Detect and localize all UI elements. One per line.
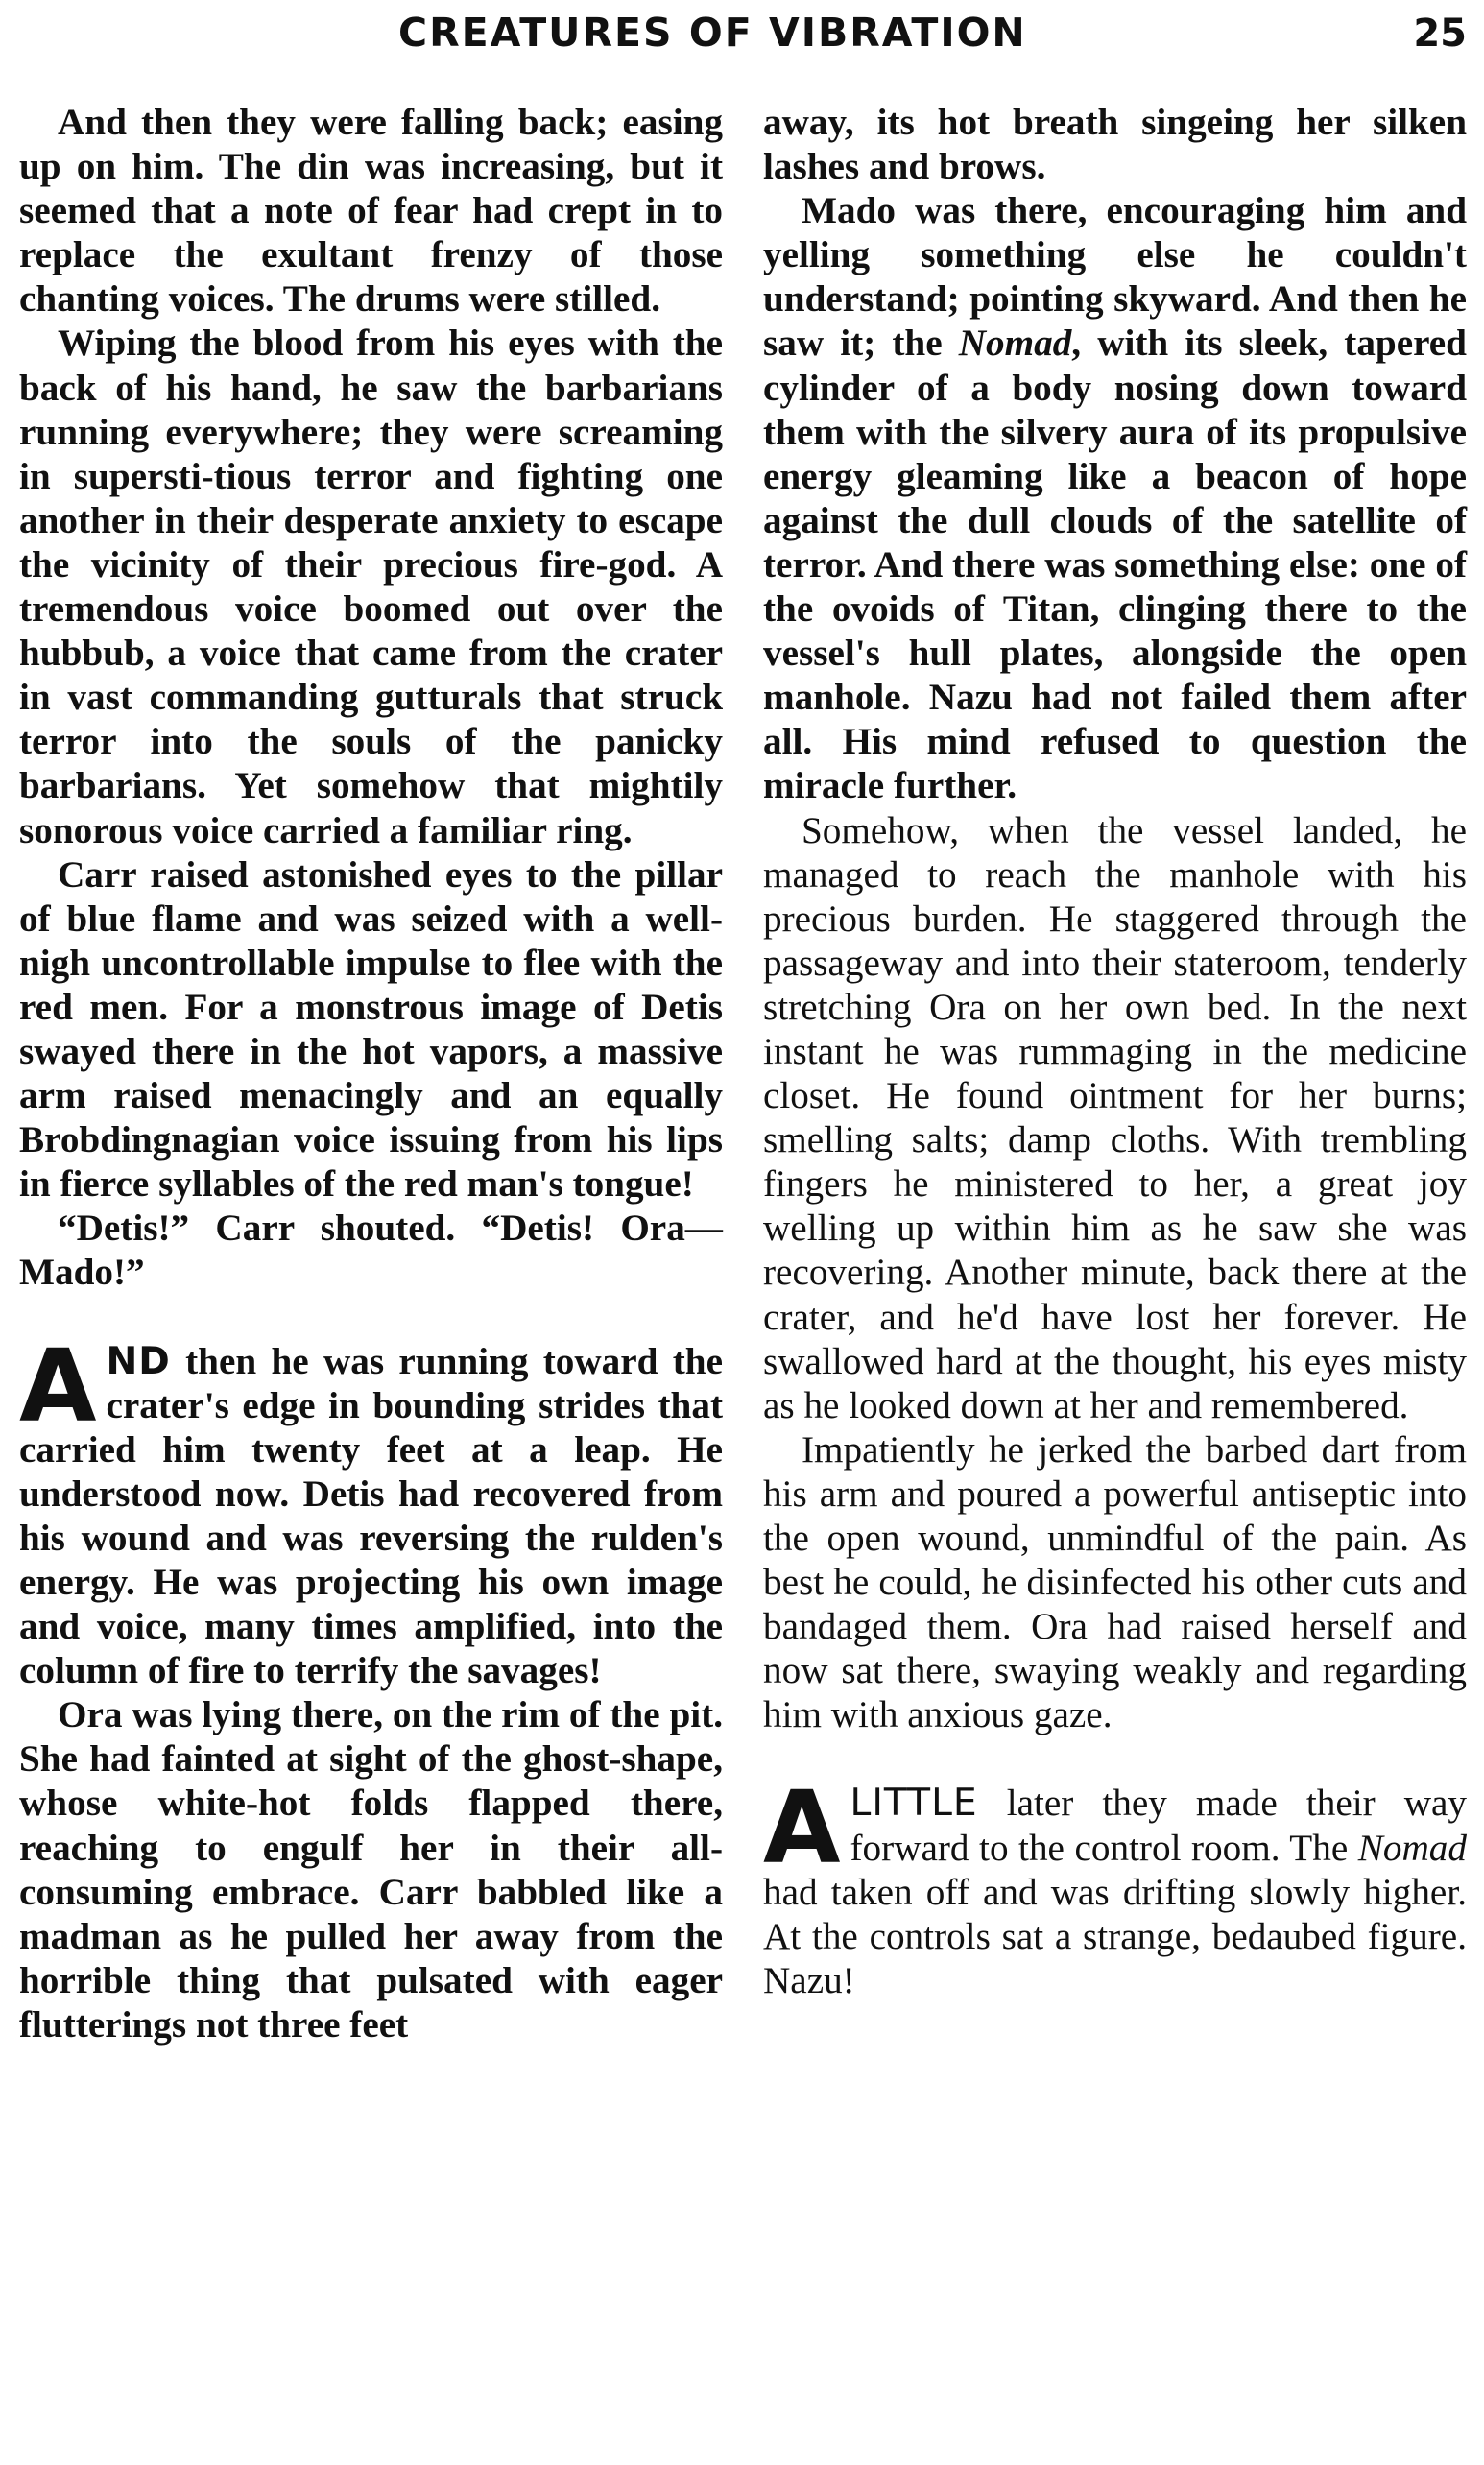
ship-name: Nomad xyxy=(1357,1827,1467,1869)
paragraph-text: , with its sleek, tapered cylinder of a body nosing down toward them with the silvery aura of its propulsive energy gleaming like a beacon of hope against the dull clouds of the satellite of terror. And there was something else: one of the ovoids of Titan, clinging there to the vessel's hull plates, alongside the open manhole. Nazu had not failed them after all. His mind refused to question the miracle further. xyxy=(763,323,1467,807)
section-break xyxy=(763,1737,1467,1782)
left-column xyxy=(19,101,723,2047)
paragraph-falling-back: And then they were falling back; easing up on him. The din was increasing, but it seemed that a note of fear had crept in to replace the exultant frenzy of those chanting voices. The drums were stilled. xyxy=(19,102,723,321)
paragraph-hot-breath: away, its hot breath singeing her silken lashes and brows. xyxy=(763,102,1467,188)
section-break xyxy=(19,1296,723,1340)
drop-cap: A xyxy=(19,1327,97,1445)
paragraph-detis-shout: “Detis!” Carr shouted. “Detis! Ora—Mado!” xyxy=(19,1208,723,1294)
paragraph-text: Mado was there, encouraging him and yelling something else he couldn't understand; pointing skyward. And then he saw it; the xyxy=(763,190,1467,365)
ship-name: Nomad xyxy=(958,323,1072,365)
paragraph-text: had taken off and was drifting slowly higher. At the controls sat a strange, bedaubed figure. Nazu! xyxy=(763,1871,1467,2001)
paragraph-text: later they made their way forward to the control room. The xyxy=(850,1783,1467,1869)
paragraph-wiping-blood: Wiping the blood from his eyes with the back of his hand, he saw the barbarians running everywhere; they were screaming in supersti-tious terror and fighting one another in their desperate anxiety to escape the vicinity of their precious fire-god. A tremendous voice boomed out over the hubbub, a voice that came from the crater in vast commanding gutturals that struck terror into the souls of the panicky barbarians. Yet somehow that mightily sonorous voice carried a familiar ring. xyxy=(19,323,723,851)
page-header xyxy=(0,10,1484,67)
running-title: CREATURES OF VIBRATION xyxy=(398,10,1027,56)
lead-in: ND xyxy=(106,1339,171,1383)
page-number: 25 xyxy=(1413,12,1467,56)
paragraph-mado-there xyxy=(763,189,1467,808)
paragraph-barbed-dart: Impatiently he jerked the barbed dart from his arm and poured a powerful antiseptic into the open wound, unmindful of the pain. As best he could, he disinfected his other cuts and bandaged them. Ora had raised herself and now sat there, swaying weakly and regarding him with anxious gaze. xyxy=(763,1428,1467,1736)
paragraph-text: then he was running toward the crater's edge in bounding strides that carried him twenty feet at a leap. He understood now. Detis had recovered from his wound and was reversing the rulden's energy. He was projecting his own image and voice, many times amplified, into the column of fire to terrify the savages! xyxy=(19,1340,723,1692)
drop-cap: A xyxy=(763,1769,841,1887)
right-column xyxy=(763,101,1467,2003)
paragraph-running-toward xyxy=(19,1327,723,1694)
paragraph-carr-raised: Carr raised astonished eyes to the pillar of blue flame and was seized with a well-nigh uncontrollable impulse to flee with the red men. For a monstrous image of Detis swayed there in the hot vapors, a massive arm raised menacingly and an equally Brobdingnagian voice issuing from his lips in fierce syllables of the red man's tongue! xyxy=(19,853,723,1206)
lead-in: LITTLE xyxy=(850,1782,978,1826)
paragraph-ora-lying: Ora was lying there, on the rim of the pit. She had fainted at sight of the ghost-shape, whose white-hot folds flapped there, reaching to engulf her in their all-consuming embrace. Carr babbled like a madman as he pulled her away from the horrible thing that pulsated with eager flutterings not three feet xyxy=(19,1694,723,2046)
paragraph-vessel-landed: Somehow, when the vessel landed, he managed to reach the manhole with his precious burden. He staggered through the passageway and into their stateroom, tenderly stretching Ora on her own bed. In the next instant he was rummaging in the medicine closet. He found ointment for her burns; smelling salts; damp cloths. With trembling fingers he ministered to her, a great joy welling up within him as he saw she was recovering. Another minute, back there at the crater, and he'd have lost her forever. He swallowed hard at the thought, his eyes misty as he looked down at her and remembered. xyxy=(763,809,1467,1426)
paragraph-little-later xyxy=(763,1769,1467,2002)
